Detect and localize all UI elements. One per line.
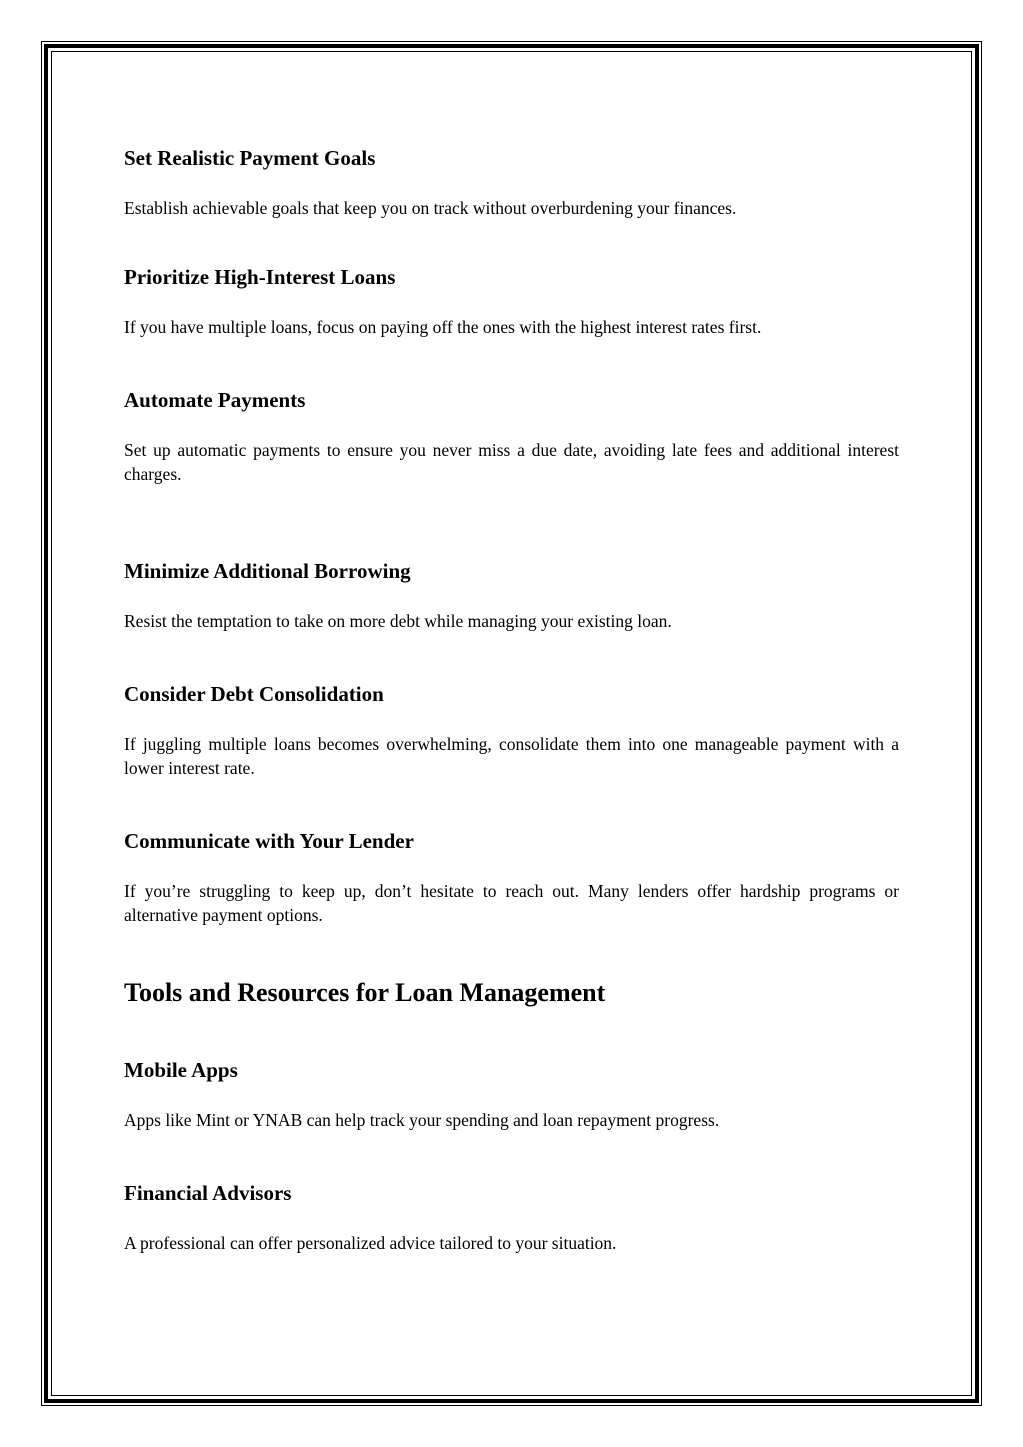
section-heading-minimize-borrowing: Minimize Additional Borrowing — [124, 559, 411, 583]
tool-body-financial-advisors: A professional can offer personalized advice tailored to your situation. — [124, 1233, 617, 1253]
tool-heading-mobile-apps: Mobile Apps — [124, 1058, 238, 1082]
section-body-minimize-borrowing: Resist the temptation to take on more debt while managing your existing loan. — [124, 611, 672, 631]
tool-heading-financial-advisors: Financial Advisors — [124, 1181, 292, 1205]
section-heading-payment-goals: Set Realistic Payment Goals — [124, 146, 376, 170]
section-heading-automate: Automate Payments — [124, 388, 306, 412]
section-heading-communicate: Communicate with Your Lender — [124, 829, 414, 853]
section-body-communicate: If you’re struggling to keep up, don’t hesitate to reach out. Many lenders offer hardship programs or alternative payment options. — [124, 881, 899, 925]
section-body-payment-goals: Establish achievable goals that keep you on track without overburdening your finances. — [124, 198, 737, 218]
tool-body-mobile-apps: Apps like Mint or YNAB can help track your spending and loan repayment progress. — [124, 1110, 720, 1130]
section-body-high-interest: If you have multiple loans, focus on paying off the ones with the highest interest rates first. — [124, 317, 762, 337]
tools-section-title: Tools and Resources for Loan Management — [124, 978, 606, 1007]
section-heading-consolidation: Consider Debt Consolidation — [124, 682, 384, 706]
section-body-consolidation: If juggling multiple loans becomes overwhelming, consolidate them into one manageable payment with a lower interest rate. — [124, 734, 899, 778]
section-heading-high-interest: Prioritize High-Interest Loans — [124, 265, 396, 289]
section-body-automate: Set up automatic payments to ensure you never miss a due date, avoiding late fees and additional interest charges. — [124, 440, 899, 484]
